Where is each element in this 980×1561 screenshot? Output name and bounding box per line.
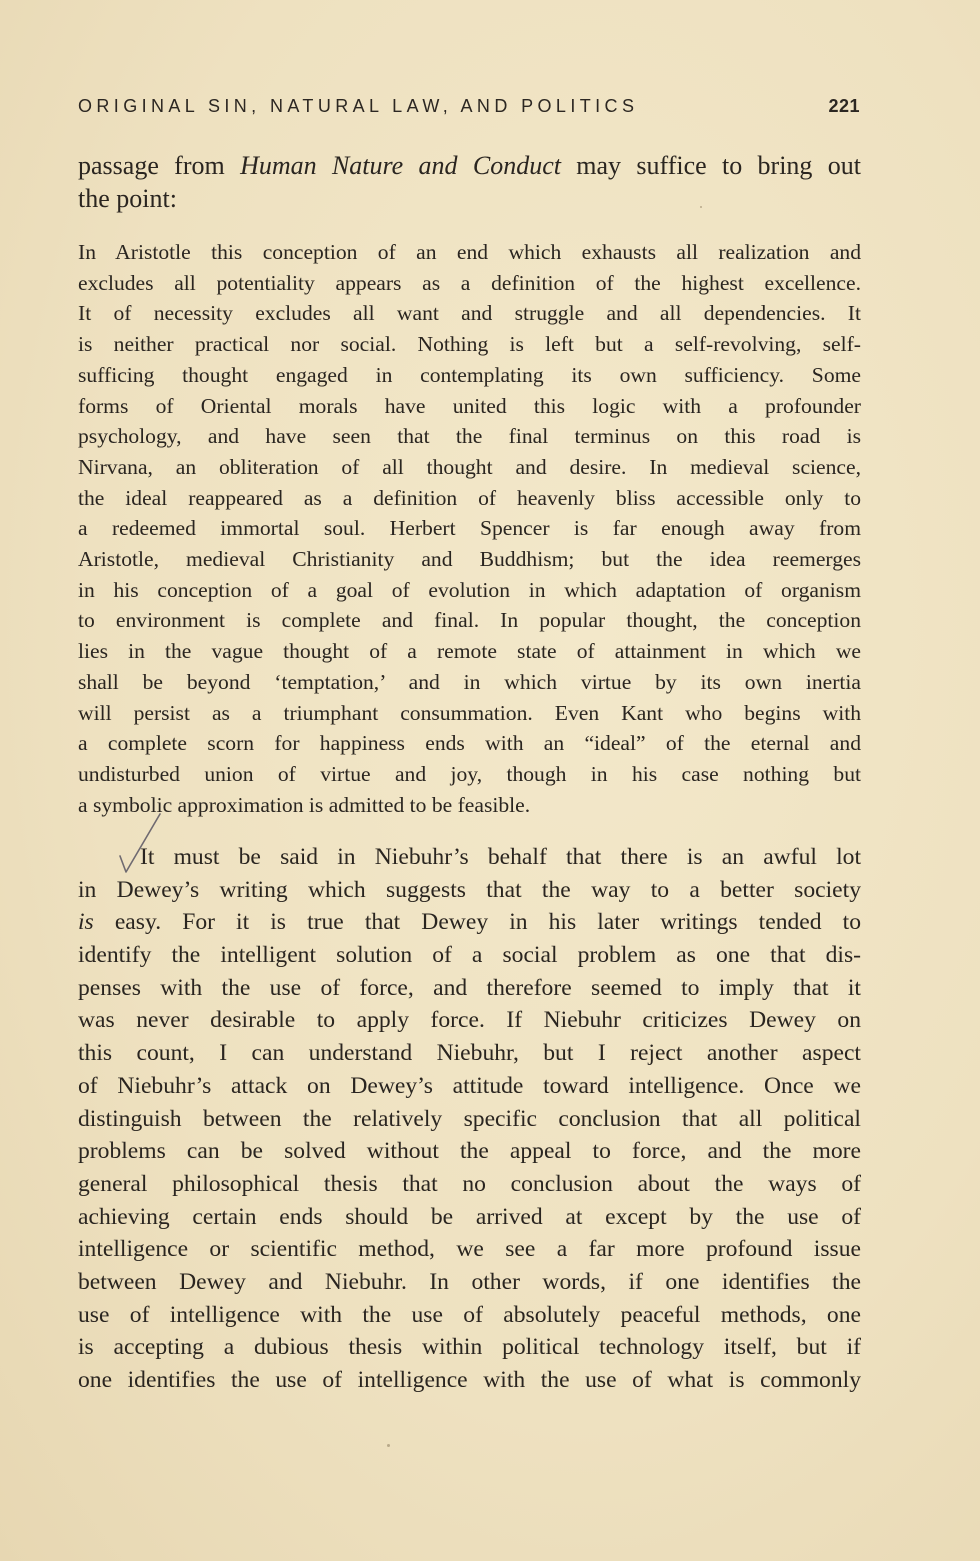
- quote-line: in his conception of a goal of evolution in which adaptation of organism: [78, 577, 861, 602]
- quote-line: shall be beyond ‘temptation,’ and in which virtue by its own inertia: [78, 669, 861, 694]
- quote-line: sufficing thought engaged in contemplating its own sufficiency. Some: [78, 362, 861, 387]
- lead-text-after: may suffice to bring out: [560, 151, 861, 180]
- body-line-3: [78, 909, 861, 936]
- quote-line: excludes all potentiality appears as a definition of the highest excellence.: [78, 270, 861, 295]
- quote-line: forms of Oriental morals have united this logic with a profounder: [78, 393, 861, 418]
- quote-line: will persist as a triumphant consummation. Even Kant who begins with: [78, 700, 861, 725]
- body-line: of Niebuhr’s attack on Dewey’s attitude toward intelligence. Once we: [78, 1072, 861, 1099]
- quote-line: lies in the vague thought of a remote state of attainment in which we: [78, 639, 861, 664]
- body-first-line-text: It must be said in Niebuhr’s behalf that there is an awful lot: [140, 844, 861, 870]
- body-line-3-rest: easy. For it is true that Dewey in his later writings tended to: [93, 909, 861, 935]
- book-title-italic: Human Nature and Conduct: [240, 151, 561, 180]
- lead-text-before: passage from: [78, 151, 241, 180]
- body-line: identify the intelligent solution of a social problem as one that dis-: [78, 942, 861, 968]
- body-line-1: [78, 844, 861, 871]
- quote-line: In Aristotle this conception of an end which exhausts all realization and: [78, 240, 861, 264]
- body-line: general philosophical thesis that no conclusion about the ways of: [78, 1170, 861, 1197]
- page-number: 221: [828, 96, 860, 116]
- quote-line: Aristotle, medieval Christianity and Buddhism; but the idea reemerges: [78, 547, 861, 571]
- body-line: use of intelligence with the use of absolutely peaceful methods, one: [78, 1301, 861, 1328]
- lead-line-1: [78, 151, 861, 181]
- body-line: distinguish between the relatively specific conclusion that all political: [78, 1105, 861, 1132]
- paper-speck: [387, 1444, 390, 1447]
- quote-line: to environment is complete and final. In popular thought, the conception: [78, 608, 861, 633]
- quote-line: It of necessity excludes all want and struggle and all dependencies. It: [78, 301, 861, 326]
- quote-line: a symbolic approximation is admitted to be feasible.: [78, 792, 531, 817]
- body-line-2: in Dewey’s writing which suggests that the way to a better society: [78, 877, 861, 903]
- body-line: between Dewey and Niebuhr. In other words, if one identifies the: [78, 1269, 861, 1295]
- quote-line: psychology, and have seen that the final terminus on this road is: [78, 424, 861, 449]
- body-line: one identifies the use of intelligence with the use of what is commonly: [78, 1367, 861, 1394]
- quote-line: a redeemed immortal soul. Herbert Spencer is far enough away from: [78, 516, 861, 541]
- body-line: achieving certain ends should be arrived at except by the use of: [78, 1203, 861, 1230]
- paper-speck: [700, 206, 702, 208]
- body-line: is accepting a dubious thesis within political technology itself, but if: [78, 1334, 861, 1361]
- body-line: problems can be solved without the appeal to force, and the more: [78, 1138, 861, 1165]
- quote-line: undisturbed union of virtue and joy, though in his case nothing but: [78, 761, 861, 786]
- emphasis-is: is: [78, 909, 94, 935]
- lead-line-2: the point:: [78, 184, 177, 213]
- running-head: [78, 96, 860, 122]
- body-line: intelligence or scientific method, we see a far more profound issue: [78, 1236, 861, 1263]
- quote-line: Nirvana, an obliteration of all thought and desire. In medieval science,: [78, 454, 861, 479]
- quote-line: a complete scorn for happiness ends with an “ideal” of the eternal and: [78, 731, 861, 756]
- running-title: ORIGINAL SIN, NATURAL LAW, AND POLITICS: [78, 96, 639, 116]
- body-line: this count, I can understand Niebuhr, but I reject another aspect: [78, 1040, 861, 1067]
- body-line: penses with the use of force, and therefore seemed to imply that it: [78, 974, 861, 1001]
- quote-line: is neither practical nor social. Nothing is left but a self-revolving, self-: [78, 332, 861, 357]
- body-line: was never desirable to apply force. If Niebuhr criticizes Dewey on: [78, 1007, 861, 1034]
- quote-line: the ideal reappeared as a definition of heavenly bliss accessible only to: [78, 485, 861, 510]
